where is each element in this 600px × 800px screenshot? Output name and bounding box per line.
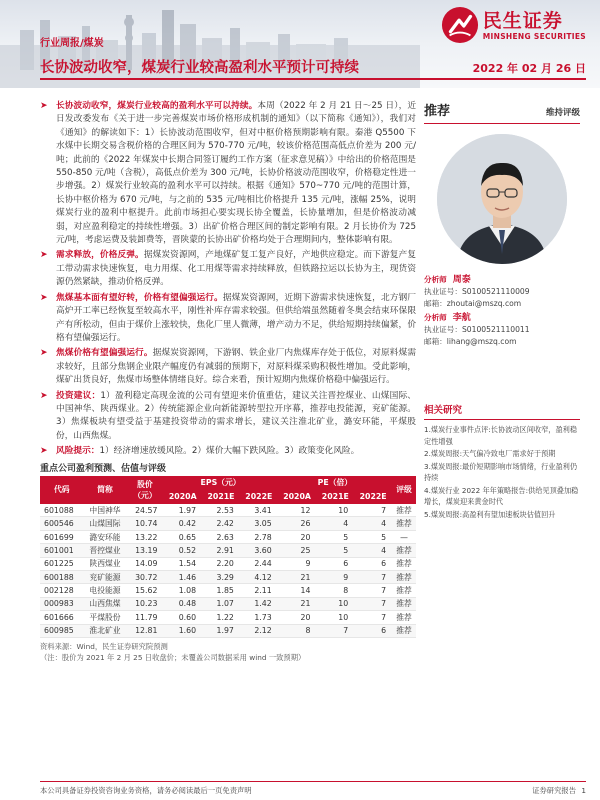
table-cell: 1.42 — [240, 597, 278, 610]
analyst-photo — [437, 134, 567, 264]
table-cell: 推荐 — [392, 544, 416, 557]
page-number: 1 — [581, 786, 586, 795]
related-research-list — [424, 424, 580, 520]
table-row — [40, 624, 416, 637]
forecast-table — [40, 476, 416, 638]
table-cell: 1.97 — [163, 504, 202, 517]
table-cell: 淮北矿业 — [84, 624, 127, 637]
table-cell: 2.12 — [240, 624, 278, 637]
analyst-1: 分析师 周泰 执业证号：S0100521110009 邮箱：zhoutai@mszq.com — [424, 274, 580, 312]
table-cell: 002128 — [40, 584, 84, 597]
analyst-email[interactable]: 邮箱：lihang@mszq.com — [424, 337, 517, 346]
table-cell: 21 — [278, 571, 317, 584]
arrow-bullet-icon: ➤ — [40, 446, 48, 457]
table-cell: 600188 — [40, 571, 84, 584]
table-cell: 山西焦煤 — [84, 597, 127, 610]
table-cell: 000983 — [40, 597, 84, 610]
table-cell: 1.08 — [163, 584, 202, 597]
table-cell: 2.20 — [202, 557, 240, 570]
report-date: 2022 年 02 月 26 日 — [472, 62, 586, 75]
table-source: 资料来源：Wind，民生证券研究院预测 （注：股价为 2021 年 2 月 25 日收盘价；未覆盖公司数据采用 wind 一致预期） — [40, 641, 306, 662]
table-cell: 600546 — [40, 517, 84, 530]
table-row — [40, 571, 416, 584]
table-row — [40, 584, 416, 597]
table-cell: 0.60 — [163, 611, 202, 624]
table-cell: 1.97 — [202, 624, 240, 637]
table-cell: 3.60 — [240, 544, 278, 557]
table-cell: 推荐 — [392, 624, 416, 637]
report-type: 证券研究报告 — [532, 786, 576, 795]
col-header-eps-2021: 2021E — [202, 490, 240, 504]
industry-tag: 行业周报/煤炭 — [40, 38, 104, 49]
table-cell: 推荐 — [392, 557, 416, 570]
table-cell: 30.72 — [126, 571, 163, 584]
table-cell: 陕西煤业 — [84, 557, 127, 570]
table-row — [40, 530, 416, 543]
table-cell: 7 — [354, 584, 392, 597]
related-research-title: 相关研究 — [424, 402, 580, 420]
arrow-bullet-icon: ➤ — [40, 101, 48, 111]
table-cell: 601088 — [40, 504, 84, 517]
col-header-name: 简称 — [84, 476, 127, 504]
table-cell: 13.19 — [126, 544, 163, 557]
table-cell: 4 — [354, 517, 392, 530]
table-cell: 0.42 — [163, 517, 202, 530]
main-content — [40, 100, 416, 663]
analyst-email[interactable]: 邮箱：zhoutai@mszq.com — [424, 299, 522, 308]
table-cell: 推荐 — [392, 504, 416, 517]
table-cell: 7 — [354, 504, 392, 517]
table-row — [40, 597, 416, 610]
table-cell: 13.22 — [126, 530, 163, 543]
table-cell: 1.46 — [163, 571, 202, 584]
table-cell: 25 — [278, 544, 317, 557]
table-cell: 2.11 — [240, 584, 278, 597]
table-cell: 5 — [354, 530, 392, 543]
table-cell: 8 — [278, 624, 317, 637]
table-cell: 4.12 — [240, 571, 278, 584]
paragraph-risk: ➤ 风险提示：1）经济增速放缓风险。2）煤价大幅下跌风险。3）政策变化风险。 — [40, 445, 416, 458]
recommend-label: 推荐 — [424, 104, 451, 119]
table-cell: 5 — [316, 530, 354, 543]
sidebar — [424, 100, 580, 521]
table-cell: 2.78 — [240, 530, 278, 543]
brand-name-cn: 民生证券 — [482, 9, 563, 32]
table-row — [40, 517, 416, 530]
table-row — [40, 557, 416, 570]
col-header-eps-2022: 2022E — [240, 490, 278, 504]
analyst-portrait-image — [437, 134, 567, 264]
table-cell: 山煤国际 — [84, 517, 127, 530]
table-cell: 10 — [316, 504, 354, 517]
table-cell: 14 — [278, 584, 317, 597]
table-cell: 2.44 — [240, 557, 278, 570]
table-cell: 晋控煤业 — [84, 544, 127, 557]
arrow-bullet-icon: ➤ — [40, 250, 48, 261]
paragraph-investment: ➤ 投资建议：1）盈利稳定高现金流的公司有望迎来价值重估，建议关注晋控煤业、山煤国际、中国神华、陕西煤业。2）传统能源企业向新能源转型拉开序幕，推荐电投能源，兖矿能源。3）焦煤板块有望受益于基建投资带动的需求增长，建议关注淮北矿业，潞安环能，平煤股份，山西焦煤。 — [40, 390, 416, 441]
table-cell: 10.23 — [126, 597, 163, 610]
table-cell: 10 — [316, 597, 354, 610]
title-divider — [40, 78, 586, 80]
table-cell: 24.57 — [126, 504, 163, 517]
table-cell: 平煤股份 — [84, 611, 127, 624]
table-cell: — — [392, 530, 416, 543]
table-cell: 11.79 — [126, 611, 163, 624]
col-header-rating: 评级 — [392, 476, 416, 504]
report-title: 长协波动收窄，煤炭行业较高盈利水平预计可持续 — [40, 60, 359, 76]
brand-logo-block — [441, 6, 586, 44]
table-cell: 12 — [278, 504, 317, 517]
table-cell: 7 — [316, 624, 354, 637]
table-cell: 601699 — [40, 530, 84, 543]
table-cell: 1.60 — [163, 624, 202, 637]
table-cell: 10.74 — [126, 517, 163, 530]
table-cell: 2.63 — [202, 530, 240, 543]
rating-label: 维持评级 — [545, 108, 580, 118]
table-cell: 潞安环能 — [84, 530, 127, 543]
table-cell: 601666 — [40, 611, 84, 624]
table-cell: 3.05 — [240, 517, 278, 530]
arrow-bullet-icon: ➤ — [40, 348, 48, 359]
arrow-bullet-icon: ➤ — [40, 292, 48, 303]
paragraph-coking-coal: ➤ 焦煤价格有望偏强运行。据煤炭资源网，下游钢、铁企业厂内焦煤库存处于低位，对原料煤需求较好，且部分焦钢企业限产幅度仍有减弱的预期下，对原料煤采购积极性增加。受此影响，煤矿出货良好，焦煤市场整体情绪良好。综合来看，预计短期内焦煤价格稳中偏强运行。 — [40, 348, 417, 386]
table-cell: 20 — [278, 611, 317, 624]
table-cell: 推荐 — [392, 571, 416, 584]
col-header-pe: PE（倍） — [278, 476, 392, 490]
table-cell: 4 — [354, 544, 392, 557]
table-cell: 兖矿能源 — [84, 571, 127, 584]
minsheng-logo-icon — [441, 6, 479, 44]
table-cell: 5 — [316, 544, 354, 557]
table-row — [40, 544, 416, 557]
table-cell: 12.81 — [126, 624, 163, 637]
table-cell: 601225 — [40, 557, 84, 570]
table-cell: 4 — [316, 517, 354, 530]
table-cell: 0.52 — [163, 544, 202, 557]
table-cell: 600985 — [40, 624, 84, 637]
related-item[interactable]: 2.煤炭周报:天气偏冷致电厂需求好于预期 — [424, 449, 556, 458]
table-cell: 6 — [354, 557, 392, 570]
table-cell: 1.22 — [202, 611, 240, 624]
table-cell: 推荐 — [392, 584, 416, 597]
table-title: 重点公司盈利预测、估值与评级 — [40, 463, 167, 474]
table-cell: 20 — [278, 530, 317, 543]
table-cell: 电投能源 — [84, 584, 127, 597]
paragraph-summary: ➤ 长协波动收窄，煤炭行业较高的盈利水平可以持续。本周（2022 年 2 月 21 日～25 日），近日发改委发布《关于进一步完善煤炭市场价格形成机制的通知》（以下简称《通知》），我们对《通知》的解读如下：1）长协波动范围收窄，但对中枢价格预期影响有限。秦港 Q5500 下水煤中长期交易含税价格的合理区间为 570-770 元/吨，较该价格范围高低点价差为 200 元/吨；此前的《2022 年煤炭中长期合同签订履约工作方案（征求意见稿）》中给出的价格范围是 550-850 元/吨（含税），高低点价差为 300 元/吨，长协价格波动范围收窄，价格稳定性进一步增强。2）煤炭行业较高的盈利水平可以持续。根据《通知》570~770 元/吨的范围计算，长协中枢价格为 670 元/吨，与之前的 535 元/吨相比价格提升 135 元/吨，涨幅 25%，说明煤炭行业的盈利中枢提升。此前市场担心要实现长协全覆盖，长协量增加，但是价格波动减弱，对应盈利稳定的持续性增强。3）出矿价格合理区间的制定影响有限。2 月长协价为 725 元/吨，考虑运费及装卸费等，晋陕蒙的长协出矿价格均处于合理期间内，整体影响有限。 — [40, 101, 417, 246]
table-cell: 3.41 — [240, 504, 278, 517]
table-cell: 6 — [316, 557, 354, 570]
table-cell: 2.91 — [202, 544, 240, 557]
table-cell: 8 — [316, 584, 354, 597]
paragraph-coke: ➤ 焦煤基本面有望好转，价格有望偏强运行。据煤炭资源网，近期下游需求快速恢复，北方钢厂高炉开工率已经恢复至较高水平，刚性补库存需求较强。但供给端虽然随着冬奥会结束环保限产有所松动，但由于煤价上涨较快，焦化厂里人微薄，增产动力不足，供给短期持续偏紧，价格有望偏强运行。 — [40, 292, 417, 343]
table-row — [40, 611, 416, 624]
table-cell: 推荐 — [392, 517, 416, 530]
table-cell: 9 — [278, 557, 317, 570]
rating-row — [424, 100, 580, 124]
disclaimer-text: 本公司具备证券投资咨询业务资格，请务必阅读最后一页免责声明 — [40, 786, 252, 795]
table-cell: 2.42 — [202, 517, 240, 530]
table-cell: 1.73 — [240, 611, 278, 624]
table-cell: 7 — [354, 571, 392, 584]
arrow-bullet-icon: ➤ — [40, 390, 48, 401]
table-cell: 2.53 — [202, 504, 240, 517]
table-cell: 7 — [354, 597, 392, 610]
col-header-code: 代码 — [40, 476, 84, 504]
table-cell: 26 — [278, 517, 317, 530]
col-header-eps-2020: 2020A — [163, 490, 202, 504]
table-row — [40, 504, 416, 517]
table-cell: 1.54 — [163, 557, 202, 570]
footer-divider — [40, 781, 586, 782]
table-cell: 15.62 — [126, 584, 163, 597]
table-cell: 9 — [316, 571, 354, 584]
table-cell: 推荐 — [392, 611, 416, 624]
related-item[interactable]: 1.煤炭行业事件点评:长协波动区间收窄，盈利稳定性增强 — [424, 425, 578, 446]
related-item[interactable]: 5.煤炭周报:高盈利有望加速板块估值回升 — [424, 509, 556, 519]
related-item[interactable]: 4.煤炭行业 2022 年年策略报告:供给见顶叠加稳增长，煤炭迎来黄金时代 — [424, 485, 579, 506]
table-cell: 3.29 — [202, 571, 240, 584]
table-cell: 1.85 — [202, 584, 240, 597]
table-cell: 7 — [354, 611, 392, 624]
table-cell: 0.65 — [163, 530, 202, 543]
table-cell: 6 — [354, 624, 392, 637]
table-cell: 推荐 — [392, 597, 416, 610]
table-cell: 10 — [316, 611, 354, 624]
table-cell: 21 — [278, 597, 317, 610]
table-cell: 1.07 — [202, 597, 240, 610]
analyst-2: 分析师 李航 执业证号：S0100521110011 邮箱：lihang@mszq.com — [424, 312, 580, 348]
col-header-pe-2022: 2022E — [354, 490, 392, 504]
col-header-eps: EPS（元） — [163, 476, 277, 490]
table-cell: 601001 — [40, 544, 84, 557]
paragraph-demand: ➤ 需求释放，价格反弹。据煤炭资源网，产地煤矿复工复产良好，产地供应稳定。而下游复产复工带动需求快速恢复，电力用煤、化工用煤等需求持续释放，但铁路拉运以长协为主，现货资源仍然紧缺，推动价格反弹。 — [40, 250, 417, 288]
table-cell: 0.48 — [163, 597, 202, 610]
report-header — [0, 0, 600, 88]
analyst-name: 周泰 — [452, 275, 471, 285]
table-cell: 中国神华 — [84, 504, 127, 517]
analyst-name: 李航 — [452, 313, 471, 323]
table-cell: 14.09 — [126, 557, 163, 570]
related-item[interactable]: 3.煤炭周报:最价短期影响市场情绪，行业盈利仍持续 — [424, 461, 578, 482]
col-header-price: 股价 （元） — [126, 476, 163, 504]
col-header-pe-2020: 2020A — [278, 490, 317, 504]
brand-name-en: MINSHENG SECURITIES — [482, 31, 586, 41]
col-header-pe-2021: 2021E — [316, 490, 354, 504]
